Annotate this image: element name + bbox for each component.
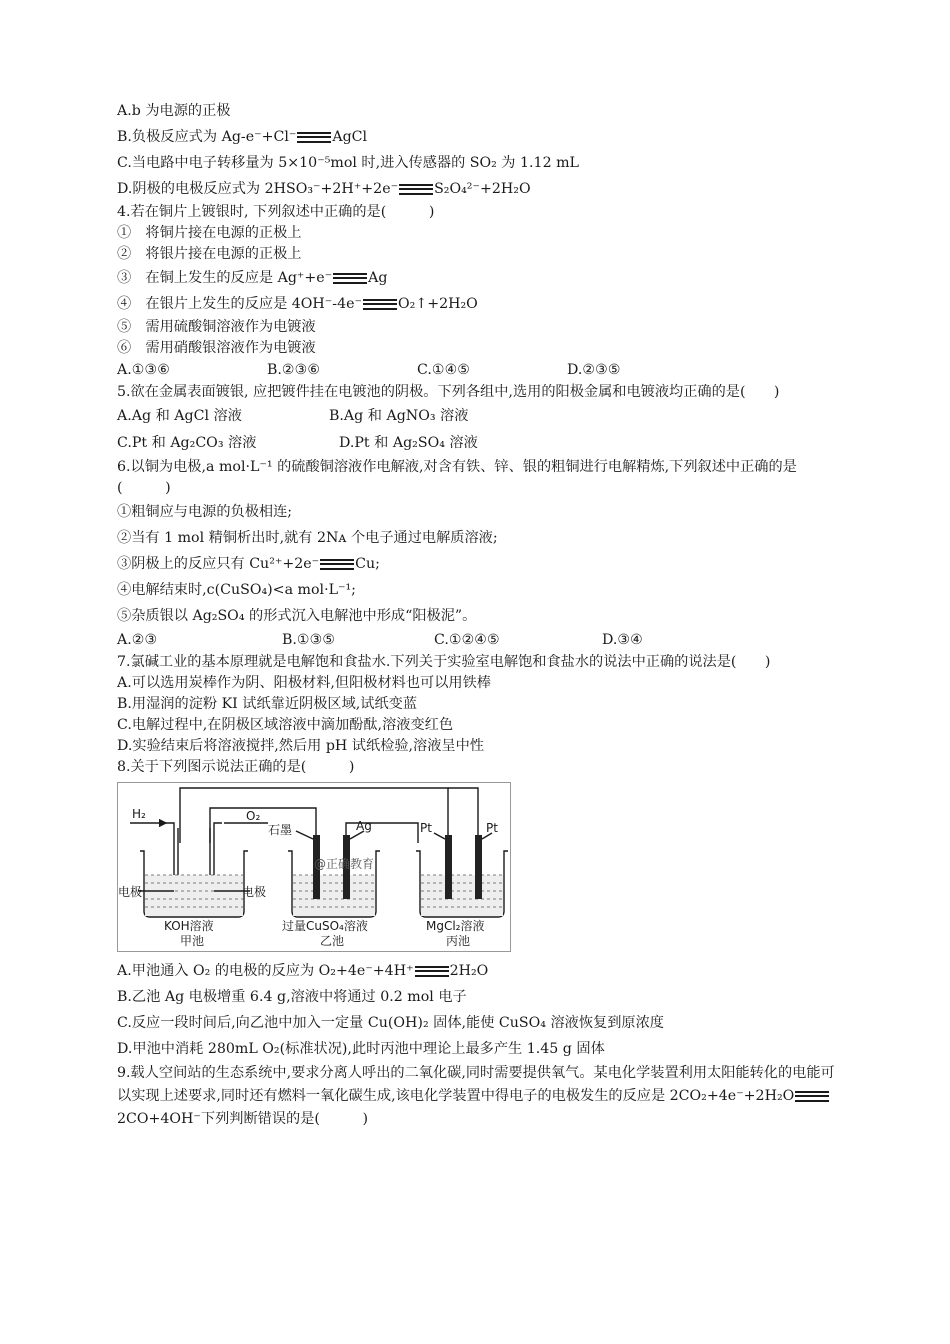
equals-sign — [415, 966, 449, 977]
q5-option-c: C.Pt 和 Ag₂CO₃ 溶液 — [117, 435, 257, 451]
q4-options — [117, 359, 837, 382]
q4-option-b: B.②③⑥ — [267, 362, 321, 378]
q7-option-d: D.实验结束后将溶液搅拌,然后用 pH 试纸检验,溶液呈中性 — [117, 738, 484, 754]
q4-item-3-left: ③ 在铜上发生的反应是 Ag⁺+e⁻ — [117, 270, 333, 286]
q8-option-d: D.甲池中消耗 280mL O₂(标准状况),此时丙池中理论上最多产生 1.45 g 固体 — [117, 1041, 605, 1057]
cell-jia-label: 甲池 — [180, 934, 205, 948]
q8-option-a — [117, 958, 837, 984]
watermark: @正确教育 — [314, 857, 375, 871]
q6-option-b: B.①③⑤ — [282, 632, 336, 648]
q5-options-row1 — [117, 403, 837, 430]
equals-sign — [363, 299, 397, 310]
q6-item-3 — [117, 551, 837, 577]
q5-option-b: B.Ag 和 AgNO₃ 溶液 — [329, 408, 469, 424]
electrolysis-apparatus-figure — [117, 782, 511, 952]
q3-option-a: A.b 为电源的正极 — [117, 103, 231, 119]
q6-item-3-left: ③阴极上的反应只有 Cu²⁺+2e⁻ — [117, 556, 320, 572]
q5-stem: 5.欲在金属表面镀银, 应把镀件挂在电镀池的阴极。下列各组中,选用的阳极金属和电镀液均正确的是( ) — [117, 384, 780, 400]
q4-option-c: C.①④⑤ — [417, 362, 471, 378]
question-page — [117, 98, 837, 1131]
pt-label-left: Pt — [420, 821, 432, 835]
q3-option-c: C.当电路中电子转移量为 5×10⁻⁵mol 时,进入传感器的 SO₂ 为 1.12 mL — [117, 155, 579, 171]
q9-stem-right: 2CO+4OH⁻下列判断错误的是( ) — [117, 1111, 369, 1127]
q6-option-c: C.①②④⑤ — [434, 632, 500, 648]
q7-option-b: B.用湿润的淀粉 KI 试纸靠近阴极区域,试纸变蓝 — [117, 696, 418, 712]
q6-stem: 6.以铜为电极,a mol·L⁻¹ 的硫酸铜溶液作电解液,对含有铁、锌、银的粗铜进行电解精炼,下列叙述中正确的是( ) — [117, 459, 797, 496]
mgcl2-solution-label: MgCl₂溶液 — [426, 919, 485, 933]
q7-stem: 7.氯碱工业的基本原理就是电解饱和食盐水.下列关于实验室电解饱和食盐水的说法中正确的说法是( ) — [117, 654, 771, 670]
cuso4-solution-label: 过量CuSO₄溶液 — [282, 919, 368, 933]
q4-item-4-right: O₂↑+2H₂O — [398, 296, 478, 312]
equals-sign — [795, 1091, 829, 1102]
q6-item-3-right: Cu; — [355, 556, 380, 572]
q4-item-4 — [117, 291, 837, 317]
q8-stem: 8.关于下列图示说法正确的是( ) — [117, 759, 355, 775]
q4-item-3 — [117, 265, 837, 291]
pt-label-right: Pt — [486, 821, 498, 835]
q8-option-b: B.乙池 Ag 电极增重 6.4 g,溶液中将通过 0.2 mol 电子 — [117, 989, 467, 1005]
q3-option-d — [117, 176, 837, 202]
q4-option-d: D.②③⑤ — [567, 362, 621, 378]
q3-option-b — [117, 124, 837, 150]
equals-sign — [333, 273, 367, 284]
q5-option-d: D.Pt 和 Ag₂SO₄ 溶液 — [339, 435, 478, 451]
q4-item-3-right: Ag — [368, 270, 388, 286]
q5-option-a: A.Ag 和 AgCl 溶液 — [117, 408, 242, 424]
electrode-label-right: 电极 — [242, 885, 267, 899]
equals-sign — [320, 559, 354, 570]
koh-solution-label: KOH溶液 — [164, 919, 214, 933]
q8-option-c: C.反应一段时间后,向乙池中加入一定量 Cu(OH)₂ 固体,能使 CuSO₄ 溶液恢复到原浓度 — [117, 1015, 664, 1031]
ag-label: Ag — [356, 819, 372, 833]
equals-sign — [297, 132, 331, 143]
equals-sign — [399, 184, 433, 195]
q3-option-d-left: D.阴极的电极反应式为 2HSO₃⁻+2H⁺+2e⁻ — [117, 181, 399, 197]
q4-item-6: ⑥ 需用硝酸银溶液作为电镀液 — [117, 340, 316, 356]
q4-option-a: A.①③⑥ — [117, 362, 170, 378]
q8-option-a-right: 2H₂O — [449, 963, 489, 979]
q3-option-b-left: B.负极反应式为 Ag-e⁻+Cl⁻ — [117, 129, 297, 145]
q4-stem: 4.若在铜片上镀银时, 下列叙述中正确的是( ) — [117, 204, 435, 220]
q4-item-1: ① 将铜片接在电源的正极上 — [117, 225, 302, 241]
cell-yi-label: 乙池 — [320, 934, 345, 948]
q8-option-a-left: A.甲池通入 O₂ 的电极的反应为 O₂+4e⁻+4H⁺ — [117, 963, 414, 979]
q9-stem — [117, 1062, 837, 1131]
q6-item-1: ①粗铜应与电源的负极相连; — [117, 504, 293, 520]
q6-item-5: ⑤杂质银以 Ag₂SO₄ 的形式沉入电解池中形成“阳极泥”。 — [117, 608, 477, 624]
q5-options-row2 — [117, 430, 837, 457]
q6-options — [117, 629, 837, 652]
q7-option-c: C.电解过程中,在阴极区域溶液中滴加酚酞,溶液变红色 — [117, 717, 454, 733]
h2-label: H₂ — [132, 807, 146, 821]
q6-item-4: ④电解结束时,c(CuSO₄)<a mol·L⁻¹; — [117, 582, 356, 598]
q6-item-2: ②当有 1 mol 精铜析出时,就有 2Nᴀ 个电子通过电解质溶液; — [117, 530, 498, 546]
q4-item-4-left: ④ 在银片上发生的反应是 4OH⁻-4e⁻ — [117, 296, 362, 312]
q9-stem-left: 9.载人空间站的生态系统中,要求分离人呼出的二氧化碳,同时需要提供氧气。某电化学装置利用太阳能转化的电能可以实现上述要求,同时还有燃料一氧化碳生成,该电化学装置中得电子的电极发生的反应是 2CO₂+4e⁻+2H₂O — [117, 1065, 835, 1104]
q4-item-2: ② 将银片接在电源的正极上 — [117, 246, 302, 262]
cell-bing-label: 丙池 — [446, 934, 471, 948]
q3-option-b-right: AgCl — [332, 129, 368, 145]
q6-option-d: D.③④ — [602, 632, 643, 648]
q4-item-5: ⑤ 需用硫酸铜溶液作为电镀液 — [117, 319, 316, 335]
q3-option-d-right: S₂O₄²⁻+2H₂O — [434, 181, 531, 197]
q7-option-a: A.可以选用炭棒作为阴、阳极材料,但阳极材料也可以用铁棒 — [117, 675, 491, 691]
electrode-label-left: 电极 — [118, 885, 143, 899]
q6-option-a: A.②③ — [117, 632, 158, 648]
graphite-label: 石墨 — [268, 823, 293, 837]
o2-label: O₂ — [246, 809, 261, 823]
